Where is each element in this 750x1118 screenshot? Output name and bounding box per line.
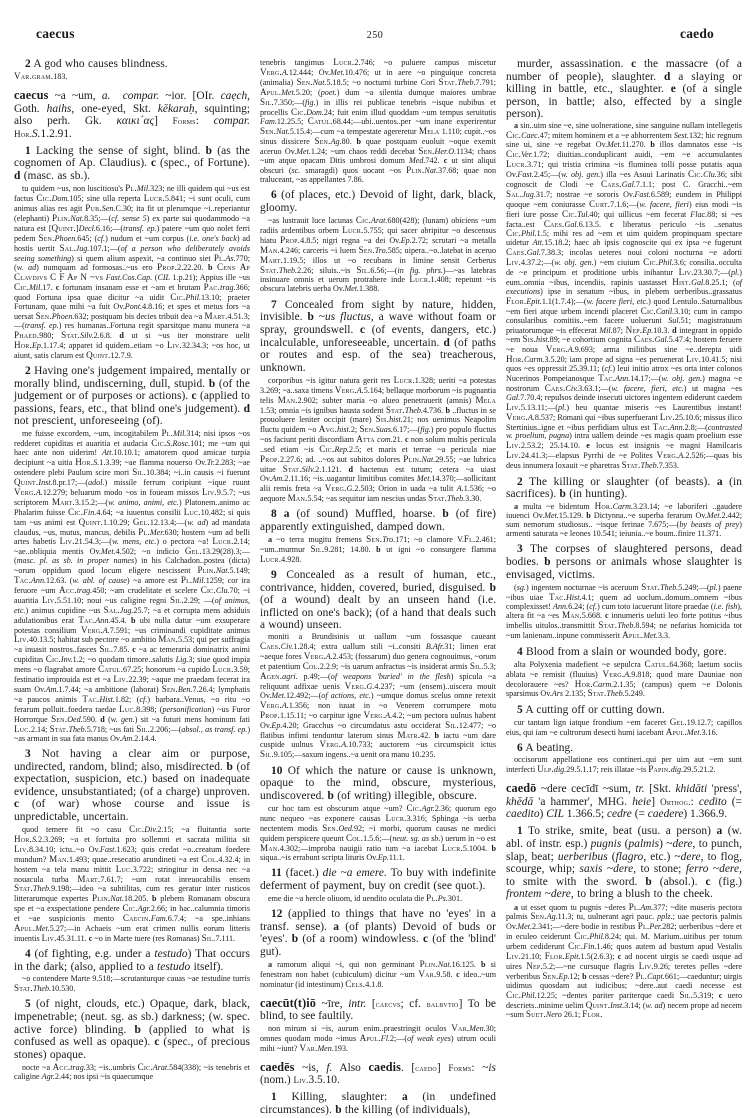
dictionary-headword-entry: caedō ~dere cecīdī ~sum, tr. [Skt. khidāti 'press', khēdā 'a hammer', MHG. heie] Orthog.: cedito (= caedito) CIL 1.366.5; cedre (= caedere) 1.366.9. [506,781,743,821]
dictionary-citation-block: ~o contendere Marte 9.518;—scrutanturque cauas ~ae testudine turris Stat.Theb.10.530. [14,974,250,993]
dictionary-sense-paragraph: 9 Concealed as a result of human, etc., contrivance, hidden, covered, buried, disguised. b (of a wound) dealt by an unseen hand (i.e. inflicted on one's back); (of a hand that deals such a wound) unseen. [260,568,496,632]
dictionary-citation-block: tu quidem ~us, non luscitiosu's Pl.Mil.323; ne illi quidem qui ~us est factus Cic.Dom.105; sine ulla reperta Lucr.5.841; ~i sunt oculi, cum animus alias res agit Pub.Sen.C.30; ita fit ut plerumque ~i..reperiantur (elephanti) Plin.Nat.8.35;—(cf. sense 5) ex parte sui quodammodo ~a natura est [Quint.]Decl.6.16;—(transf. ep.) patere ~um quo nolet ferri pedem Sen.Phoen.645; (cf.) nudum et ~um corpus (i.e. one's back) ad hostis uertit Sal.Jug.107.1;—(of a person who deliberately avoids seeing something) si quem alium aspexit, ~a continuo siet Pl.As.770; (w. ad) numquam ad formosas..~us ero Prop.2.22.20. b Cens Ap Clavdivs C F Ap N ~vs Fast.Cos.Cap. (CIL 1.p.21); Appius ille ~us Cic.Mil.17. c fortunam insanam esse et ~am et brutam Pac.trag.366; quod Fortuna ipsa quae dicitur ~a uidit Cic.Phil.13.10; praeter Fortunam, quae mihi ~a fuit Ov.Pont.4.8.16; et spes et metus fors ~a uersat Sen.Phoen.632; postquam bis decies tribuit dea ~a Mart.4.51.3;—(transf. ep.) res humanas..Fortuna regit sparsitque manu munera ~a Phaed.980; Stat.Silv.2.6.8. d ut si ~us iter monstrare uelit Hor.Ep.1.17.4; apparet id quidem..etiam ~o Liv.32.34.3; ~os hoc, ut aiunt, satis clarum est Quint.12.7.9. [14,183,251,360]
dictionary-sense-paragraph: 6 (of places, etc.) Devoid of light, dark, black, gloomy. [260,189,496,214]
dictionary-citation-block: quod temere fit ~o casu Cic.Div.2.15; ~a fluitantia sorte Hor.S.2.3.269; ~a et fortuita pro sollemni et sacrata militia sit Liv.8.34.10; ictu..~o Ov.Fast.1.623; quis credat ~o..creatum foedere mundum? Man.1.493; quae..resecatio arundineti ~a est Col.4.32.4; in hostem ~a tela manu mittit Luc.3.722; stringitur in densa nec ~a nouacula turba Mart.7.61.7; ~um rotat inreuocabilis ensem Stat.Theb.9.198;—ideo ~a subtilitas, cum res geratur inter rusticos litterarumque expertes Plin.Nat.18.205. b plebem Romanam obscura spe et ~a exspectatione pendere Cic.Agr.2.66; in hac..calumnia timoris et ~ae suspicionis mento Caecin.Fam.6.7.4; ~a spe..inhians Apul.Met.5.27;—in Achaeis ~um erat crimen nullis eorum litteris inuentis Liv.45.31.11. c ~o in Marte tuere (res Romanas) Sil.7.111. [14,824,251,943]
dictionary-headword-entry: caecus ~a ~um, a. compar. ~ior. [OIr. caẹch, Goth. haihs, one-eyed, Skt. kēkaraḥ, squinting; also perh. Gk. καικι´ας] Forms: compar. Hor.S.1.2.91. [14,88,250,140]
running-head [36,26,714,48]
dictionary-sense-paragraph: 2 The killing or slaughter (of beasts). a (in sacrifices). b (in hunting). [506,475,742,501]
dictionary-sense-paragraph: 7 Concealed from sight by nature, hidden, invisible. b ~us fluctus, a wave without foam or spray, groundswell. c (of events, dangers, etc.) incalculable, unforeseeable, uncertain. d (of paths or routes and esp. of the sea) treacherous, unknown. [260,298,496,374]
dictionary-sense-paragraph: 3 Not having a clear aim or purpose, undirected, random, blind; also, misdirected. b (of expectation, suspicion, etc.) based on inadequate evidence, unsubstantiated; (of a charge) unproven. c (of war) whose course and issue is unpredictable, uncertain. [14,747,250,823]
dictionary-citation-block: a ramorum aliqui ~i, qui non germinant Plin.Nat.16.125. b si fenestram non habet (cubiculum) dicitur ~um Var.9.58. c ideo..~um nominatur (id intestinum) Cels.4.1.8. [260,958,497,989]
dictionary-citation-block: alta Polyxenia madefient ~e sepulcra Catul.64.368; laetum sociis ablata ~e remisit (fluuius) Verg.A.9.818; quod mare Dauniae non decolorauere ~es? Hor.Carm.2.1.35; (campus) quem ~e Dolonis sparsimus Ov.Ars 2.135; Stat.Theb.5.249. [506,658,743,699]
dictionary-citation-block: Var.gram.183. [14,71,68,82]
dictionary-citation-block: non mirum si ~is, aurum enim..praestringit oculos Var.Men.30; omnes quodam modo ~imus Apul.Fl.2;—(of weak eyes) utrum oculi mihi ~iunt? Var.Men.193. [260,1022,497,1053]
dictionary-citation-block: moniti a Brundisinis ut uallum ~um fossasque caueant Caes.Civ.1.28.4; extra uallum stili ~i..consiti B.Afr.31; limen erat ~aeque fores Verg.A.2.453; (fossarum) duo genera cognouimus, ~orum et patentium Col.2.2.9; ~is uarum anfractus ~is insiderat armis Sil.5.3; Agen.agri. p.49;—(of weapons 'buried' in the flesh) spicula ~a reliquunt adfixae uenis Verg.G.4.237; ~um (ensem)..uiscera mouit Ov.Met.12.492;—(of actions, etc.) ~umque domus scelus omne retexit Verg.A.1.356; non iuuat in ~o Venerem corrumpere motu Prop.1.15.11; ~o carpitur igne Verg.A.4.2; ~um pectora uulnus habent Ov.Ep.4.20; Gracchus ~o circumdatus astu occiderat Sil.12.477; ~o flatibus infimi tenduntur laterum sinus Matr.42. b iactu ~um dare cuspide uulnus Verg.A.10.733; auctorem ~us circumspicit ictus Sil.9.105;—saxum ingens..~a uenit ora manu 10.235. [260,632,497,760]
dictionary-sense-paragraph: 2 A god who causes blindness. [25,58,168,70]
dictionary-sense-paragraph: 4 (of fighting, e.g. under a testudo) That occurs in the dark; (also, applied to a testudo itself). [14,948,250,973]
dictionary-sense-paragraph: 1 Killing, slaughter: a (in undefined circumstances). b the killing (of individuals), [260,1091,496,1116]
dictionary-citation-block: me fuisse excordem, ~um, incogitabilem Pl.Mil.314; nisi ipsos ~os redderet cupiditas et auaritia et audacia Cic.S.Rosc.101; me ~um qui haec ante non uiderim! Att.10.10.1; amatorem quod amicae turpia decipiunt ~a uitia Hor.S.1.3.39; ~ae flamma nouerso Ov.Tr.2.283; ~ae ostendere plebi Paulum scire mori Sil.10.384; ~i..in causis ~i fuerunt Quint.Inst.8.pr.17;—(adol.) missile ferrum coripiunt ~ique ruunt Verg.A.12.279; beluarum modo ~os in foueam missos Liv.9.5.7; ~us scriptorem Mart.3.15.2;—(w. animo, animi, etc.) Platonem..animo ac Phalarim fuisse Cic.Fin.4.64; ~a iuuentus consilii Luc.10.482; si quis tam ~us animi est Quint.1.10.29; Gel.12.13.4;—(w. ad) ad mandata claudus, ~us, mutus, mancus, debilis Pl.Mer.630; hostem ~um ad belli artes habetis Liv.21.54.3;—(w. mens, etc.) o pectora ~a! Lucr.2.14; ~ae..obliquia mentis Ov.Met.4.502; ~o indicio Gel.13.29(28).3;—(masc. pl. as sb. in proper names) in his Calchadon..postea (dicta) ~orum oppidum quod locum eligere nescissent Plin.Nat.5.149; Tac.Ann.12.63. (w. abl. of cause) ~a amore est Pl.Mil.1259; cor ira feruore ~um Acc.trag.450; ~am crudelitate et scelere Cic.Clu.70; ~i auaritia Liv.5.51.10; noui ~us caligine regni Sil.2.29; —(of animus, etc.) animus cupidine ~us Sal.Jug.25.7; ~a et corrupta mens adsiduis adulationibus erat Tac.Ann.45.4. b ubi nulla datur ~um exsuperare potestas consilium Verg.A.7.591; ~us criminandi cupiditate animus Liv.40.13.5; habitat sub pectore ~o ambitio Man.5.53; qui per suffragia ~a inuasit nostros..fasces Sil.7.85. c ~a ac temeraria dominatrix animi cupiditas Cic.Inv.1.2; ~o quodam timore..salutis Lig.3; siue quod impia mens ~o flagrabat amore Catul.67.25; honorum ~a cupido Lucr.3.59; festinatio improuida est et ~a Liv.22.39; ~aque me praedam fecerat ira suam Ov.Am.1.7.44; ~a ambitione (laborat) Sen.Ben.7.26.4; lymphatis ~a paucos animis Tac.Hist.1.82; (cf.) barbara..Venus, ~o ritu ~o ferarum polluit..foedera taedae Luc.8.398; (personification) ~us Furor Horrorque Sen.Oed.590. d (w. gen.) sit ~a futuri mens hominum fati Luc.2.14; Stat.Theb.5.718; ~us fati Sil.2.206;—(absol., as transf. ep.) ~as armant in sua fata manus Ov.Am.2.14.4. [14,428,251,743]
dictionary-sense-paragraph: 12 (applied to things that have no 'eyes' in a transf. sense). a (of plants) Devoid of buds or 'eyes'. b (of a room) windowless. c (of the 'blind' gut). [260,908,496,958]
dictionary-citation-block: tenebris tangimus Lucr.2.746; ~o puluere campus miscetur Verg.A.12.444; Ov.Met.10.476; ut in aere ~o pinguique concreta (animalia) Sen.Nat.5.18.5; ~o nocturni turbine Cori Stat.Theb.7.791; Apul.Met.5.20; (poet.) dum ~a silentia dumque maiores umbrae Sil.7.350;—(fig.) in illis rei publicae tenebris ~isque nubibus et procellis Cic.Dom.24; fuit enim illud quoddam ~um tempus seruitutis Fam.12.25.5; Catul.68.44;—ubi..uentos..per ~um inane experirentur Sen.Nat.5.15.4;—cum ~a tempestate agereretur Mela 1.110; cupit..~os sinus dissicere Sen.Ag.80. b quae postquam euoluit ~oque exemit aceruo Ov.Met.1.24; ~um chaos reddi decebat Sen.Her.O.1134; chaos ~um atque opacam Ditis umbrosi domum Med.742. c ut sint aliqui obscuri (sc. smaragdi) quos uocant ~os Plin.Nat.37.68; quae non traluceant, ~as appellantes 7.86. [260,57,497,184]
dictionary-sense-paragraph: murder, assassination. c the massacre (of a number of people), slaughter. d a slaying or killing in battle, etc., slaughter. e (of a single person, in battle; also, effected by a single person). [506,58,742,121]
dictionary-citation-block: a ut esset quom tu pugnis ~deres Pl.Am.377; ~dite museris pectora palmis Sen.Ag.11.3; tu, uulnerant agri pauc. pplz.; uae pectoris palmis Ov.Met.2.341;—~dere bodie in restibus Pl.Per.282; uerberibus ~dere et in eculeo ceiderunt Cic.Phil.8.24; qui. M. Marium..uitibus per totum urbem cediderunt Cic.Fin.1.46; quos autem ad bustum apud Vestalis Liv.21.10; Flor.Epit.1.5(2.6.3); c ad nocent uirgis se caedi usque ad uires Nep.5.2;—~ne cursuque flagris Liv.9.26; teretes pelles ~dere verberibus Sen.Ep.12; b cessas ~dere? Pl.Capt.661;—caeduntur; uirgis uidimus quosdam aut iudicibus; ~dere..aut caedi necesse est Cic.Phil.12.25; ~dentes pariter pariterque caedi Sil.5.319; c uero descriets..minime uelim Quint.Inst.3.14; (w. ad) necem prope ad necem ~sum Suet.Nero 26.1; Flor. [506,901,743,1020]
dictionary-sense-paragraph: 11 (facet.) die ~a emere. To buy with indefinite deferment of payment, buy on credit (see quot.). [260,866,497,892]
dictionary-citation-block: nocte ~a Acc.trag.33; ~is..umbris Cic.Arat.584(338); ~is tenebris et caligine Agr.2.44; nos ipsi ~is quaecumque [14,1061,251,1081]
dictionary-sense-paragraph: 5 (of night, clouds, etc.) Opaque, dark, black, impenetrable; (neut. sg. as sb.) darkness; (w. spec. active force) blinding. b (applied to what is confused as well as opaque). c (spec., of precious stones) opaque. [14,998,251,1061]
dictionary-citation-block: ~as lustrauit luce lacunas Cic.Arat.680(428); (lunam) obiciens ~um radiis ardentibus orbem Lucr.5.755; qui sacer abripitur ~o descensus hiatu Prop.4.8.5; nigri regna ~a dei Ov.Ep.2.72; scrutari ~a metalla Man.4.246; carceris ~i luem Sen.Tro.585; uipera..~o..latebat in aceruo Mart.1.19.5; illos ut ~o recubans in limine sensit Cerberus Stat.Theb.2.26; siluis..~is Sil.6.56;—(in fig. phrs.)—~as latebras insinuare omnis et uerum protrahere inde Lucr.1.408; repetunt ~is obscura latebris uerba Ov.Met.1.388. [260,214,497,294]
dictionary-citation-block: a ~o terra mugitu fremens Sen.Tro.171; ~o clamore V.Fl.2.461; ~um..murmur Sil.9.281; 14.80. b ut igni ~o consurgere flamma Lucr.4.928. [260,533,496,564]
dictionary-sense-paragraph: 8 a (of sound) Muffled, hoarse. b (of fire) apparently extinguished, damped down. [260,508,496,533]
dictionary-sense-paragraph: 10 Of which the nature or cause is unknown, opaque to the mind, obscure, mysterious, undiscovered. b (of writing) illegible, obscure. [260,764,496,802]
dictionary-citation-block: (sg.) ingentem nocturnae ~is aceruum Stat.Theb.5.249;—(pl.) paene ~ibus uiae Tac.Hist.4.1; quem ad uoclum..domum..omnem ~ibus complexisset! Ann.6.24; (cf.) cum toto iacuerunt litore praedae (i.e. fish), altera fit ~a ~es Man.5.668. c innumeris ueluti leo forte potitus ~ibus imbellis uitulos..transmittit Stat.Theb.8.594; ne nefarius homicida tot ~um lanienam..inpune commisserit Apul.Met.3.3. [506,581,743,641]
dictionary-citation-block: a sin..uim sine ~e, sine uolneratione, sine sanguine nullam intellegetis Cic.Caec.47; mitem hominem et a ~e abhorrentem Sest.132; hic regnum sine ui, sine ~e regebat Ov.Met.11.270. b illos damnatos esse ~is Cic.Ver.1.72; diuitias..conduplicant auidi, ~em ~e accumulantes Lucr.3.71; qui tristia crimina ~is fluminea tolli posse putatis aqua Ov.Fast.2.45;—(w. obj. gen.) illa ~es Asuui Larinatis Cic.Clu.36; sibi cognoscit de Clodi ~e Caes.Gal.7.1.1; post C. Gracchi..~em Sal.Jug.31.7; nostrae ~e sororis Ov.Fast.6.589; eundem in Philippi quoque ~em coniurasse Curt.7.1.6;—(w. facere, fieri) eius modi ~is fieri iure posse Cic.Tul.40; qui uillicus ~em fecerat Flac.88; si ~es facta..est Caes.Gal.6.13.5. c liberatus periculo ~is ..senatus Cic.Phil.1.5; mihi res ad ~em et uim quidem propinquam spectare uidetur Att.15.18.2; haec ab ipsis cognoscite qui ex ipsa ~e fugerunt Caes.Gal.7.38.3; incolas ueteres noui coloni nocturna ~e adorti Liv.4.37.2;—(w. obj. gen.) ~em ciuium Cic.Phil.3.6; consilia..occulta de ~e principum et proditione urbis inibantur Liv.23.30.7;—(pl.) eum..omnia ~ibus, incendiis, rapinis uastasset Hist.Gal.8.25.1; (of executions) ipse in senatum ~ibus, in plebem uerberibus..grassatus Flor.Epit.1.1(1.7.4);—(w. facere fieri, etc.) quod Lentulo..Saturnalibus ~em fieri atque urbem incendi placeret Cic.Catil.3.10; cum in campo consularibus comitiis..~em facere uoluerunt Sul.51; magistratuum priuatorumque ~is effecerat Mil.87; Nep.Ep.10.3. d integrant in oppido ~em Sis.hist.89; ~e cohortium cognita Caes.Gal.5.47.4; hostem feruere ~e noua Verg.A.9.693; arma militibus sine ~e..derepta uidi Hor.Carm.3.5.20; iam prope ad signa ~es peruenerat Liv.10.41.5; nisi quos ~es oppressit 25.39.11; (cf.) leui initio atrox ~es orta inter colonos Nucerinos Pompeianosque Tac.Ann.14.17;—(w. obj. gen.) magna ~e nostrorum Caes.Civ.3.63.1;—(w. facere, fieri, etc.) ut magna ~es Gal.7.70.4; repulsos deinde insecuti uictores ingentem ediderunt caedem Liv.5.13.11;—(pl.) heu quantae miseris ~es Laurentibus instant! Verg.A.8.537; Romani qui ~ibus superfuerant Liv.25.10.6; missus ilico Stertinius..igne et ~ibus perfidiam ultus est Tac.Ann.2.8;—(contrasted w. proelium, pugna) intra uallem deinde ~es magis quam proelium esse Liv.2.53.2; 25.14.10. e locus est insignis ~e magni Hamilcaris Liv.24.41.3;—elapsus Pyrrhi de ~e Polites Verg.A.2.526;—quas bis deus innumera loxauit ~e pharetras Stat.Theb.7.353. [506,121,743,471]
column-3 [506,58,742,1021]
dictionary-citation-block: occisorum appellatione eos contineri..qui per uim aut ~em sunt interfecti Ulp.dig.29.5.1.17; reis illatae ~is Papin.dig.29.5.21.2. [506,755,742,775]
dictionary-sense-paragraph: 2 Having one's judgement impaired, mentally or morally blind, undiscerning, dull, stupid. b (of the judgement or of purposes or actions). c (applied to passions, fears, etc., that blind one's judgement). d not prescient, unforeseeing (of). [14,364,251,428]
dictionary-headword-entry: caecūt(t)iō ~īre, intr. [caecvs; cf. balbvtio] To be blind, to see faultily. [260,995,496,1023]
running-head-left-lemma: caecus [36,26,75,41]
dictionary-citation-block: cur hoc tam est obscurum atque ~um? Cic.Agr.2.36; quorum ego nunc nequeo ~as exponere causas Lucr.3.316; Sphinga ~is uerba nectentem modis Sen.Oed.92; ~i morbi, quorum causas ne medici quidem perspicere queunt Col.1.5.6;—(neut. sg. as sb.) uerum in ~o est Man.4.302;—improba nauigii ratio tum ~a iacebat Lucr.5.1004. b siqua..~is errabunt scripta lituris Ov.Ep.11.1. [260,803,496,862]
dictionary-sense-paragraph: 3 The corpses of slaughtered persons, dead bodies. b persons or animals whose slaughter is envisaged, victims. [506,543,743,581]
dictionary-citation-block: eme die ~a hercle oliuom, id uendito oculata die Pl.Ps.301. [268,892,463,903]
running-head-right-lemma: caedo [680,26,714,41]
column-container [14,57,743,1118]
dictionary-citation-block: cur tantam lign iatque frondium ~em faceret Gel.19.12.7; capillos eius, qui iam ~e cultrorum desecti humi iacebant Apul.Met.3.16. [506,716,742,737]
dictionary-sense-paragraph: 6 A beating. [517,742,574,755]
dictionary-sense-paragraph: 5 A cutting off or cutting down. [517,703,665,716]
page-number: 250 [366,30,384,41]
dictionary-sense-paragraph: 1 Lacking the sense of sight, blind. b (as the cognomen of Ap. Claudius). c (spec., of Fortune). d (masc. as sb.). [14,144,250,183]
dictionary-sense-paragraph: 1 To strike, smite, beat (usu. a person) a (w. abl. of instr. esp.) pugnis (palmis) ~dere, to punch, slap, beat; uerberibus (flagro, etc.) ~dere, to flog, scourge, whip; saxis ~dere, to stone; ferro ~dere, to smite with the sword. b (absol.). c (fig.) frontem ~dere, to bring a blush to the cheek. [506,825,743,901]
dictionary-sense-paragraph: 4 Blood from a slain or wounded body, gore. [517,645,727,658]
dictionary-citation-block: corporibus ~is igitur natura gerit res Lucr.1.328; ueriti ~a potestas 3.269; ~a..saxa timens Verg.A.5.164; bellaque morborum ~is pugnantia telis Man.2.902; subter maria ~o alueo penetrauerit (amnis) Mela 1.53; omnia ~is ignibus hausta sodent Stat.Theb.4.736. b ..fluctus in se prouoluere leniter occipit (mare) Sis.hist.21; nos uenimus Neapolim fluctu quidem ~o Avg.hist.2; Sen.Suas.6.17;—(fig.) pro populo fluctus ~os faciunt periti discordiam Atta com.21. c non solum multis pericula ..sed etiam ~is Cic.Rep.2.5; et maris et terrae ~a pericula niae Prop.2.27.6; ad. ..~os aut subitos dolores Plin.Nat.29.55; ~ae lubrica uitae Stat.Silv.2.1.121. d hactenus est tutum; cetera ~a uiast Ov.Am.2.11.16; ~is..uagantur limitibus comites Met.14.370;—sollicitant alii remis freta ~a Verg.G.2.503; Orion in uada ~a tulit A.1.536; ~o aequore Man.5.54; ~as sequitur iam nescius undas Stat.Theb.3.30. [260,374,497,503]
column-1 [14,58,250,1083]
dictionary-headword-entry: caedēs ~is, f. Also caedis. [caedo] Forms: ~is (nom.) Liv.3.5.10. [260,1059,496,1087]
dictionary-citation-block: a multa ~e bidentum Hor.Carm.3.23.14; ~e laboriferi ..gaudere iuuenci Ov.Met.15.129. b Dictynna..~e superba ferarum Ov.Met.2.442; sum nemorum studiosus.. ~isque ferinae 7.675;—(by beasts of prey) armenti saturata ~e leones 10.541; ieiunia..~e boum..finire 11.371. [506,501,742,538]
column-2 [260,58,496,1118]
